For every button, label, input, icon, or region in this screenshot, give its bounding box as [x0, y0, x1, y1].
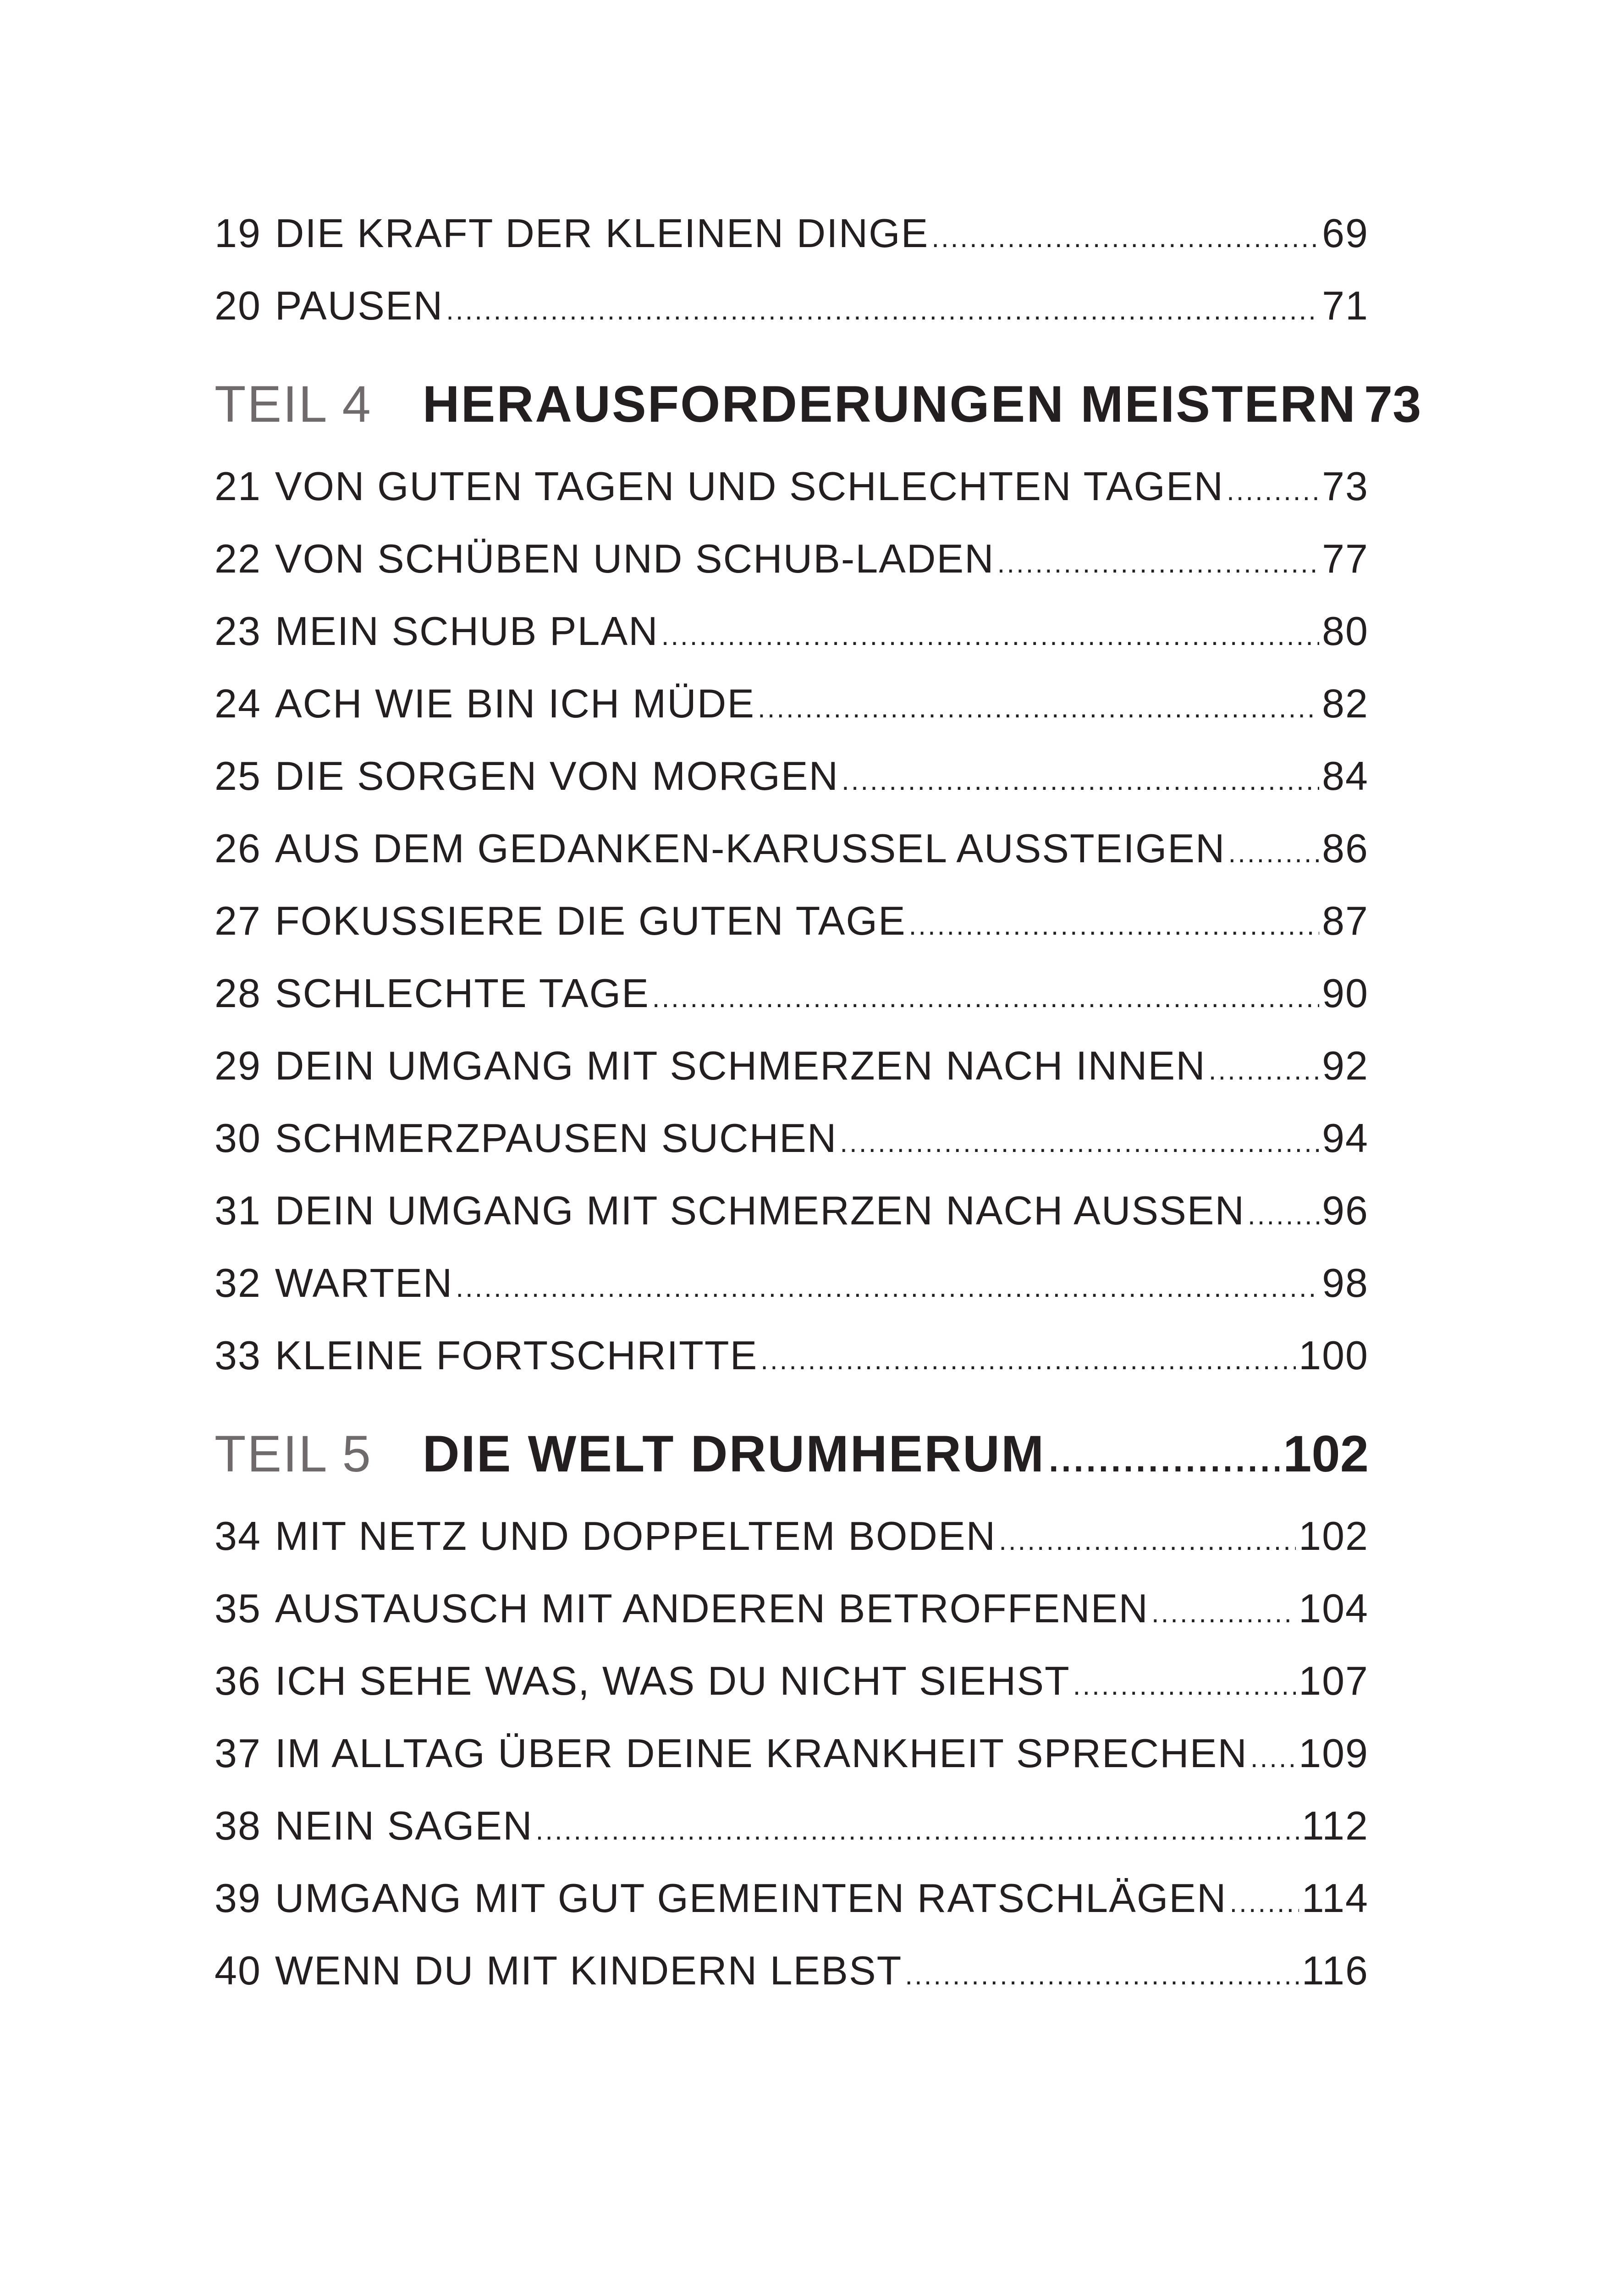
chapter-title: WENN DU MIT KINDERN LEBST [275, 1948, 903, 1993]
toc-entry-26 [215, 812, 1369, 885]
dot-leader [1230, 1867, 1299, 1939]
dot-leader [758, 672, 1319, 744]
dot-leader [931, 202, 1319, 274]
page-number: 84 [1322, 753, 1369, 799]
dot-leader [446, 274, 1319, 347]
chapter-number: 22 [215, 536, 261, 581]
chapter-title: MIT NETZ UND DOPPELTEM BODEN [275, 1513, 996, 1559]
dot-leader [999, 1504, 1296, 1577]
page-number: 116 [1301, 1948, 1369, 1993]
dot-leader [661, 600, 1319, 672]
dot-leader [1250, 1722, 1296, 1794]
toc-entry-30 [215, 1102, 1369, 1174]
chapter-title: DIE SORGEN VON MORGEN [275, 753, 839, 799]
chapter-title: KLEINE FORTSCHRITTE [275, 1333, 758, 1378]
page-number: 112 [1301, 1803, 1369, 1848]
page-number: 107 [1299, 1658, 1369, 1703]
toc-entry-27 [215, 885, 1369, 957]
chapter-title: NEIN SAGEN [275, 1803, 533, 1848]
chapter-number: 21 [215, 463, 261, 509]
chapter-title: FOKUSSIERE DIE GUTEN TAGE [275, 898, 906, 943]
chapter-title: AUS DEM GEDANKEN-KARUSSEL AUSSTEIGEN [275, 826, 1226, 871]
chapter-number: 37 [215, 1730, 261, 1776]
page-number: 90 [1322, 970, 1369, 1016]
chapter-title: DEIN UMGANG MIT SCHMERZEN NACH AUSSEN [275, 1188, 1245, 1233]
page-number: 69 [1322, 210, 1369, 256]
chapter-title: PAUSEN [275, 283, 444, 328]
page-number: 102 [1283, 1425, 1369, 1482]
chapter-number: 33 [215, 1333, 261, 1378]
chapter-title: MEIN SCHUB PLAN [275, 608, 659, 654]
chapter-number: 31 [215, 1188, 261, 1233]
dot-leader [909, 889, 1319, 962]
part-label: TEIL 5 [215, 1425, 372, 1482]
chapter-title: DEIN UMGANG MIT SCHMERZEN NACH INNEN [275, 1043, 1206, 1088]
dot-leader [1228, 817, 1320, 889]
toc-entry-38 [215, 1790, 1369, 1862]
dot-leader [1049, 1414, 1279, 1506]
toc-entry-33 [215, 1319, 1369, 1392]
chapter-title: SCHMERZPAUSEN SUCHEN [275, 1115, 837, 1161]
chapter-number: 24 [215, 681, 261, 726]
toc-entry-24 [215, 667, 1369, 740]
chapter-number: 23 [215, 608, 261, 654]
table-of-contents [215, 197, 1421, 2007]
chapter-number: 39 [215, 1875, 261, 1921]
toc-entry-37 [215, 1717, 1369, 1790]
chapter-number: 19 [215, 210, 261, 256]
dot-leader [536, 1794, 1299, 1867]
toc-entry-40 [215, 1934, 1369, 2007]
dot-leader [1248, 1179, 1319, 1251]
toc-entry-19 [215, 197, 1369, 270]
page-number: 87 [1322, 898, 1369, 943]
chapter-number: 20 [215, 283, 261, 328]
page-number: 102 [1299, 1513, 1369, 1559]
chapter-number: 36 [215, 1658, 261, 1703]
chapter-number: 30 [215, 1115, 261, 1161]
dot-leader [997, 527, 1319, 600]
page-number: 86 [1322, 826, 1369, 871]
dot-leader [842, 744, 1319, 817]
dot-leader [760, 1324, 1296, 1396]
page-number: 71 [1322, 283, 1369, 328]
toc-entry-31 [215, 1174, 1369, 1247]
chapter-number: 25 [215, 753, 261, 799]
dot-leader [1073, 1649, 1296, 1722]
page-number: 100 [1299, 1333, 1369, 1378]
page-number: 80 [1322, 608, 1369, 654]
page-number: 114 [1301, 1875, 1369, 1921]
toc-entry-35 [215, 1572, 1369, 1645]
part-heading-5 [215, 1408, 1369, 1500]
page-number: 73 [1364, 375, 1421, 433]
chapter-title: WARTEN [275, 1260, 453, 1306]
toc-entry-32 [215, 1247, 1369, 1319]
page-number: 94 [1322, 1115, 1369, 1161]
dot-leader [652, 962, 1319, 1034]
chapter-number: 38 [215, 1803, 261, 1848]
toc-entry-20 [215, 270, 1369, 342]
chapter-number: 35 [215, 1586, 261, 1631]
chapter-title: ACH WIE BIN ICH MÜDE [275, 681, 755, 726]
page-number: 104 [1299, 1586, 1369, 1631]
chapter-number: 28 [215, 970, 261, 1016]
chapter-title: VON GUTEN TAGEN UND SCHLECHTEN TAGEN [275, 463, 1224, 509]
chapter-number: 40 [215, 1948, 261, 1993]
chapter-number: 26 [215, 826, 261, 871]
toc-entry-29 [215, 1030, 1369, 1102]
page-number: 96 [1322, 1188, 1369, 1233]
toc-entry-34 [215, 1500, 1369, 1572]
toc-entry-25 [215, 740, 1369, 812]
part-label: TEIL 4 [215, 375, 372, 433]
toc-entry-22 [215, 523, 1369, 595]
chapter-title: DIE KRAFT DER KLEINEN DINGE [275, 210, 929, 256]
chapter-number: 27 [215, 898, 261, 943]
chapter-title: UMGANG MIT GUT GEMEINTEN RATSCHLÄGEN [275, 1875, 1227, 1921]
chapter-title: ICH SEHE WAS, WAS DU NICHT SIEHST [275, 1658, 1070, 1703]
part-title: HERAUSFORDERUNGEN MEISTERN [422, 375, 1357, 433]
toc-entry-23 [215, 595, 1369, 667]
toc-entry-21 [215, 450, 1369, 523]
chapter-title: VON SCHÜBEN UND SCHUB-LADEN [275, 536, 995, 581]
page-number: 92 [1322, 1043, 1369, 1088]
page-number: 82 [1322, 681, 1369, 726]
chapter-title: AUSTAUSCH MIT ANDEREN BETROFFENEN [275, 1586, 1149, 1631]
part-heading-4 [215, 358, 1421, 450]
dot-leader [1209, 1034, 1319, 1107]
toc-entry-28 [215, 957, 1369, 1030]
dot-leader [456, 1251, 1319, 1324]
chapter-number: 29 [215, 1043, 261, 1088]
chapter-title: SCHLECHTE TAGE [275, 970, 650, 1016]
page-number: 77 [1322, 536, 1369, 581]
chapter-number: 32 [215, 1260, 261, 1306]
page-number: 73 [1322, 463, 1369, 509]
dot-leader [1227, 455, 1319, 527]
page-number: 109 [1299, 1730, 1369, 1776]
part-title: DIE WELT DRUMHERUM [422, 1425, 1046, 1482]
chapter-title: IM ALLTAG ÜBER DEINE KRANKHEIT SPRECHEN [275, 1730, 1248, 1776]
toc-entry-39 [215, 1862, 1369, 1934]
dot-leader [905, 1939, 1299, 2011]
chapter-number: 34 [215, 1513, 261, 1559]
toc-entry-36 [215, 1645, 1369, 1717]
page-number: 98 [1322, 1260, 1369, 1306]
dot-leader [840, 1107, 1319, 1179]
dot-leader [1151, 1577, 1296, 1649]
